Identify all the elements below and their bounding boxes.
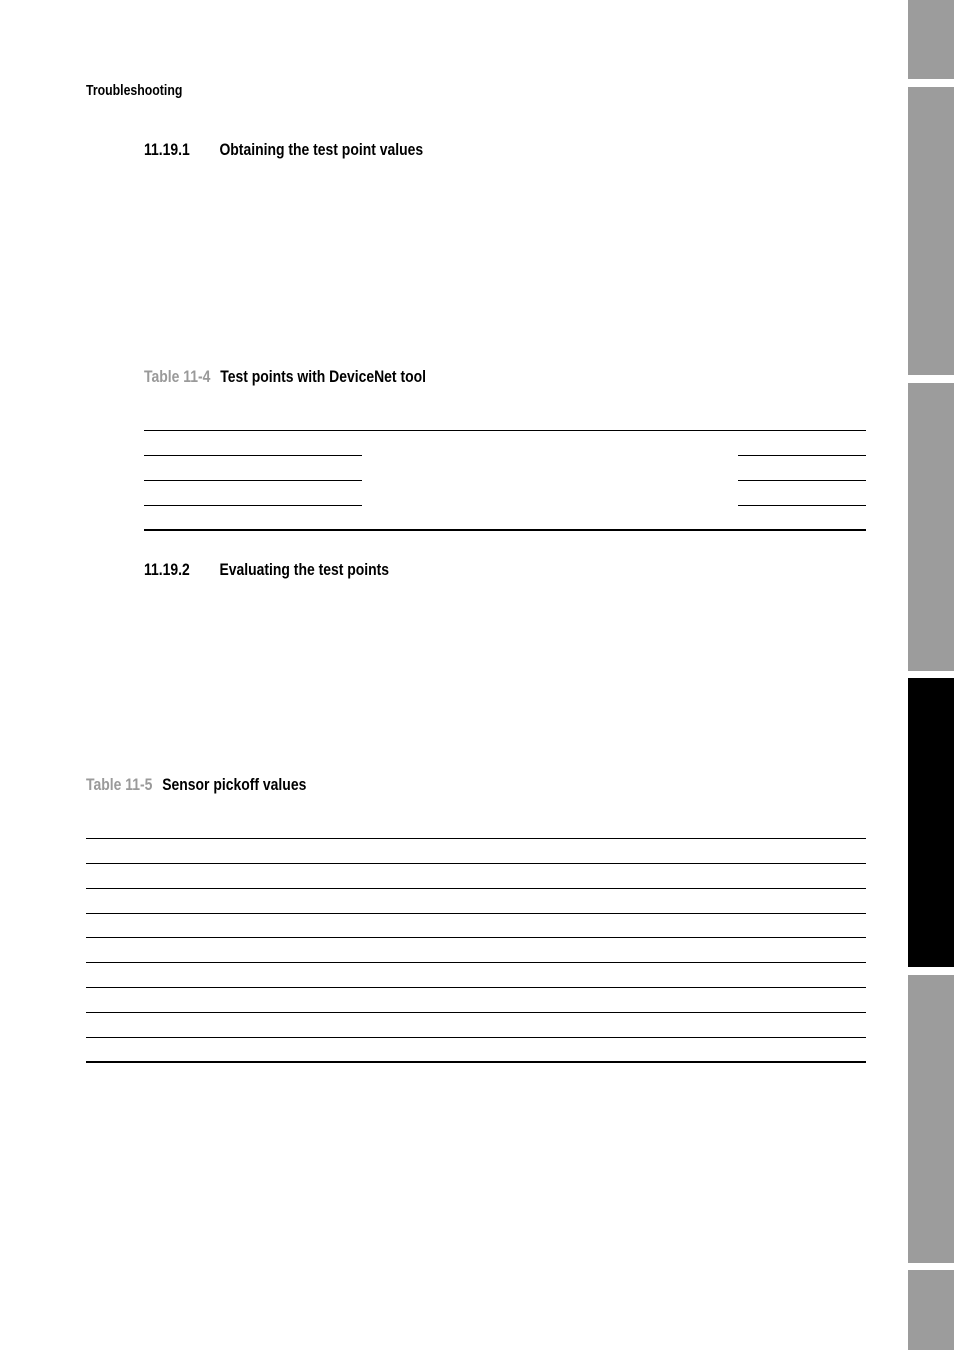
table-row-rule	[144, 480, 362, 481]
table-row-rule	[86, 1037, 866, 1038]
table-row-rule	[144, 505, 362, 506]
section-heading-evaluating	[144, 560, 443, 580]
table-bottom-rule	[144, 529, 866, 531]
running-header-text: Troubleshooting	[86, 82, 183, 99]
table-row-rule	[86, 962, 866, 963]
table-title: Test points with DeviceNet tool	[220, 367, 426, 386]
chapter-tab[interactable]	[908, 975, 954, 1263]
table-row-rule	[86, 863, 866, 864]
section-number: 11.19.2	[144, 560, 190, 579]
section-title: Evaluating the test points	[219, 560, 390, 579]
chapter-tab[interactable]	[908, 0, 954, 79]
section-heading	[144, 560, 389, 580]
table-row-rule	[144, 455, 362, 456]
table-title: Sensor pickoff values	[162, 775, 307, 794]
section-title: Obtaining the test point values	[219, 140, 424, 159]
table-label: Table 11-4	[144, 367, 211, 386]
table-row-rule	[738, 455, 866, 456]
chapter-tab[interactable]	[908, 87, 954, 375]
section-heading-obtaining	[144, 140, 484, 160]
table-top-rule	[86, 838, 866, 839]
table-row-rule	[86, 1012, 866, 1013]
table-row-rule	[738, 505, 866, 506]
chapter-tab[interactable]	[908, 1270, 954, 1350]
table-row-rule	[86, 913, 866, 914]
section-number: 11.19.1	[144, 140, 190, 159]
chapter-tab-active[interactable]	[908, 678, 954, 967]
table-row-rule	[86, 937, 866, 938]
table-caption-11-5	[86, 775, 355, 795]
table-caption-11-4	[144, 367, 488, 387]
table-label: Table 11-5	[86, 775, 153, 794]
table-bottom-rule	[86, 1061, 866, 1063]
section-heading	[144, 140, 423, 160]
table-row-rule	[86, 888, 866, 889]
table-row-rule	[86, 987, 866, 988]
running-header	[86, 82, 204, 99]
chapter-tab[interactable]	[908, 383, 954, 671]
table-top-rule	[144, 430, 866, 431]
table-row-rule	[738, 480, 866, 481]
